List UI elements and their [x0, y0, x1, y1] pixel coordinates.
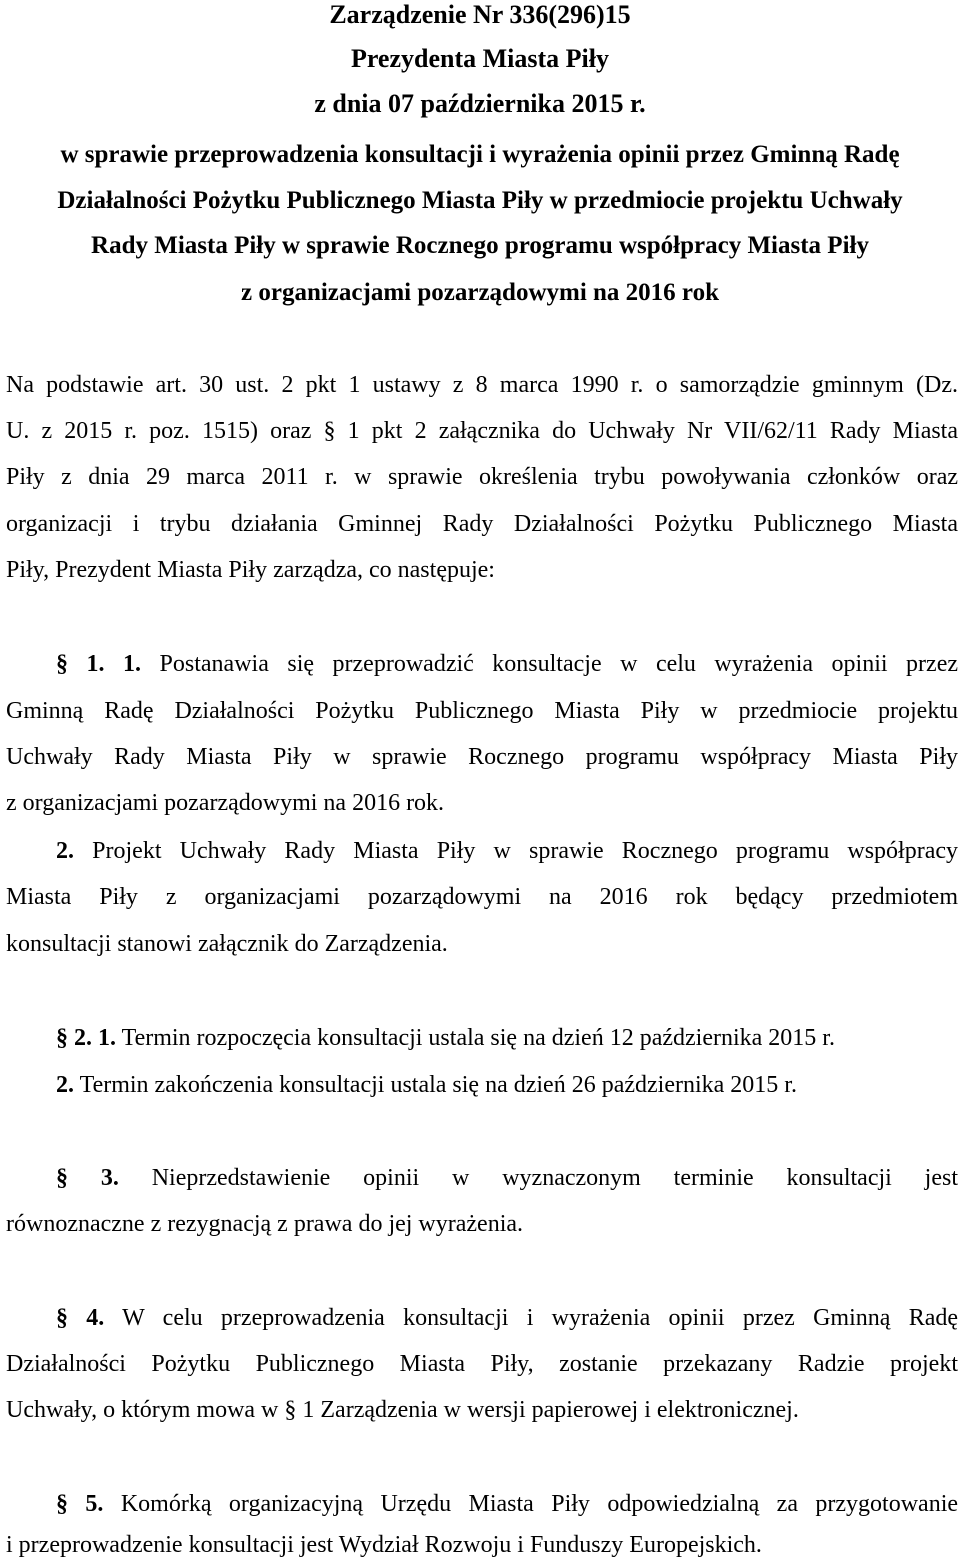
- section-4-line-3: Uchwały, o którym mowa w § 1 Zarządzenia w wersji papierowej i elektronicznej.: [6, 1397, 799, 1423]
- ordinance-date: z dnia 07 października 2015 r.: [314, 89, 646, 118]
- section-5-marker: § 5.: [56, 1491, 104, 1517]
- section-3-line-1: [56, 1164, 958, 1192]
- section-1-marker: § 1. 1.: [56, 651, 142, 677]
- preamble-line-1: Na podstawie art. 30 ust. 2 pkt 1 ustawy z 8 marca 1990 r. o samorządzie gminnym (Dz.: [6, 372, 958, 398]
- section-1-p2-text-1: Projekt Uchwały Rady Miasta Piły w sprawie Rocznego programu współpracy: [92, 838, 958, 864]
- section-3-marker: § 3.: [56, 1165, 119, 1191]
- preamble-line-5: Piły, Prezydent Miasta Piły zarządza, co następuje:: [6, 557, 495, 583]
- section-2-p2-line-1: [56, 1071, 958, 1099]
- section-5-line-2: i przeprowadzenie konsultacji jest Wydział Rozwoju i Funduszy Europejskich.: [6, 1532, 762, 1558]
- subject-line-4: z organizacjami pozarządowymi na 2016 rok: [241, 279, 719, 306]
- ordinance-number: Zarządzenie Nr 336(296)15: [329, 0, 631, 29]
- section-4-text-1: W celu przeprowadzenia konsultacji i wyrażenia opinii przez Gminną Radę: [122, 1305, 959, 1331]
- issuer: Prezydenta Miasta Piły: [350, 44, 610, 73]
- section-1-line-3: Uchwały Rady Miasta Piły w sprawie Rocznego programu współpracy Miasta Piły: [6, 744, 958, 770]
- preamble-line-3: Piły z dnia 29 marca 2011 r. w sprawie określenia trybu powoływania członków oraz: [6, 464, 958, 490]
- subject-line-3: Rady Miasta Piły w sprawie Rocznego programu współpracy Miasta Piły: [91, 232, 869, 259]
- section-2-p2-marker: 2.: [56, 1072, 74, 1098]
- section-2-p2-text-1: Termin zakończenia konsultacji ustala się na dzień 26 października 2015 r.: [79, 1072, 797, 1098]
- section-1-p2-marker: 2.: [56, 838, 74, 864]
- section-1-line-2: Gminną Radę Działalności Pożytku Publicznego Miasta Piły w przedmiocie projektu: [6, 698, 958, 724]
- section-1-p2-line-3: konsultacji stanowi załącznik do Zarządzenia.: [6, 931, 448, 957]
- section-2-line-1: [56, 1024, 958, 1052]
- section-1-line-1: [56, 650, 958, 678]
- subject-line-2: Działalności Pożytku Publicznego Miasta Piły w przedmiocie projektu Uchwały: [57, 187, 903, 214]
- section-2-text-1: Termin rozpoczęcia konsultacji ustala się na dzień 12 października 2015 r.: [121, 1025, 835, 1051]
- section-1-line-4: z organizacjami pozarządowymi na 2016 rok.: [6, 790, 445, 816]
- section-5-line-1: [56, 1490, 958, 1518]
- section-2-marker: § 2. 1.: [56, 1025, 116, 1051]
- section-5-text-1: Komórką organizacyjną Urzędu Miasta Piły odpowiedzialną za przygotowanie: [120, 1491, 959, 1517]
- section-4-marker: § 4.: [56, 1305, 105, 1331]
- section-3-text-1: Nieprzedstawienie opinii w wyznaczonym terminie konsultacji jest: [151, 1165, 959, 1191]
- preamble-line-4: organizacji i trybu działania Gminnej Rady Działalności Pożytku Publicznego Miasta: [6, 511, 958, 537]
- section-1-p2-line-1: [56, 837, 958, 865]
- section-1-text-1: Postanawia się przeprowadzić konsultacje w celu wyrażenia opinii przez: [159, 651, 959, 677]
- subject-line-1: w sprawie przeprowadzenia konsultacji i wyrażenia opinii przez Gminną Radę: [60, 141, 900, 168]
- section-4-line-1: [56, 1304, 958, 1332]
- section-3-line-2: równoznaczne z rezygnacją z prawa do jej wyrażenia.: [6, 1211, 524, 1237]
- preamble-line-2: U. z 2015 r. poz. 1515) oraz § 1 pkt 2 załącznika do Uchwały Nr VII/62/11 Rady Miasta: [6, 418, 958, 444]
- section-1-p2-line-2: Miasta Piły z organizacjami pozarządowymi na 2016 rok będący przedmiotem: [6, 884, 958, 910]
- section-4-line-2: Działalności Pożytku Publicznego Miasta Piły, zostanie przekazany Radzie projekt: [6, 1351, 958, 1377]
